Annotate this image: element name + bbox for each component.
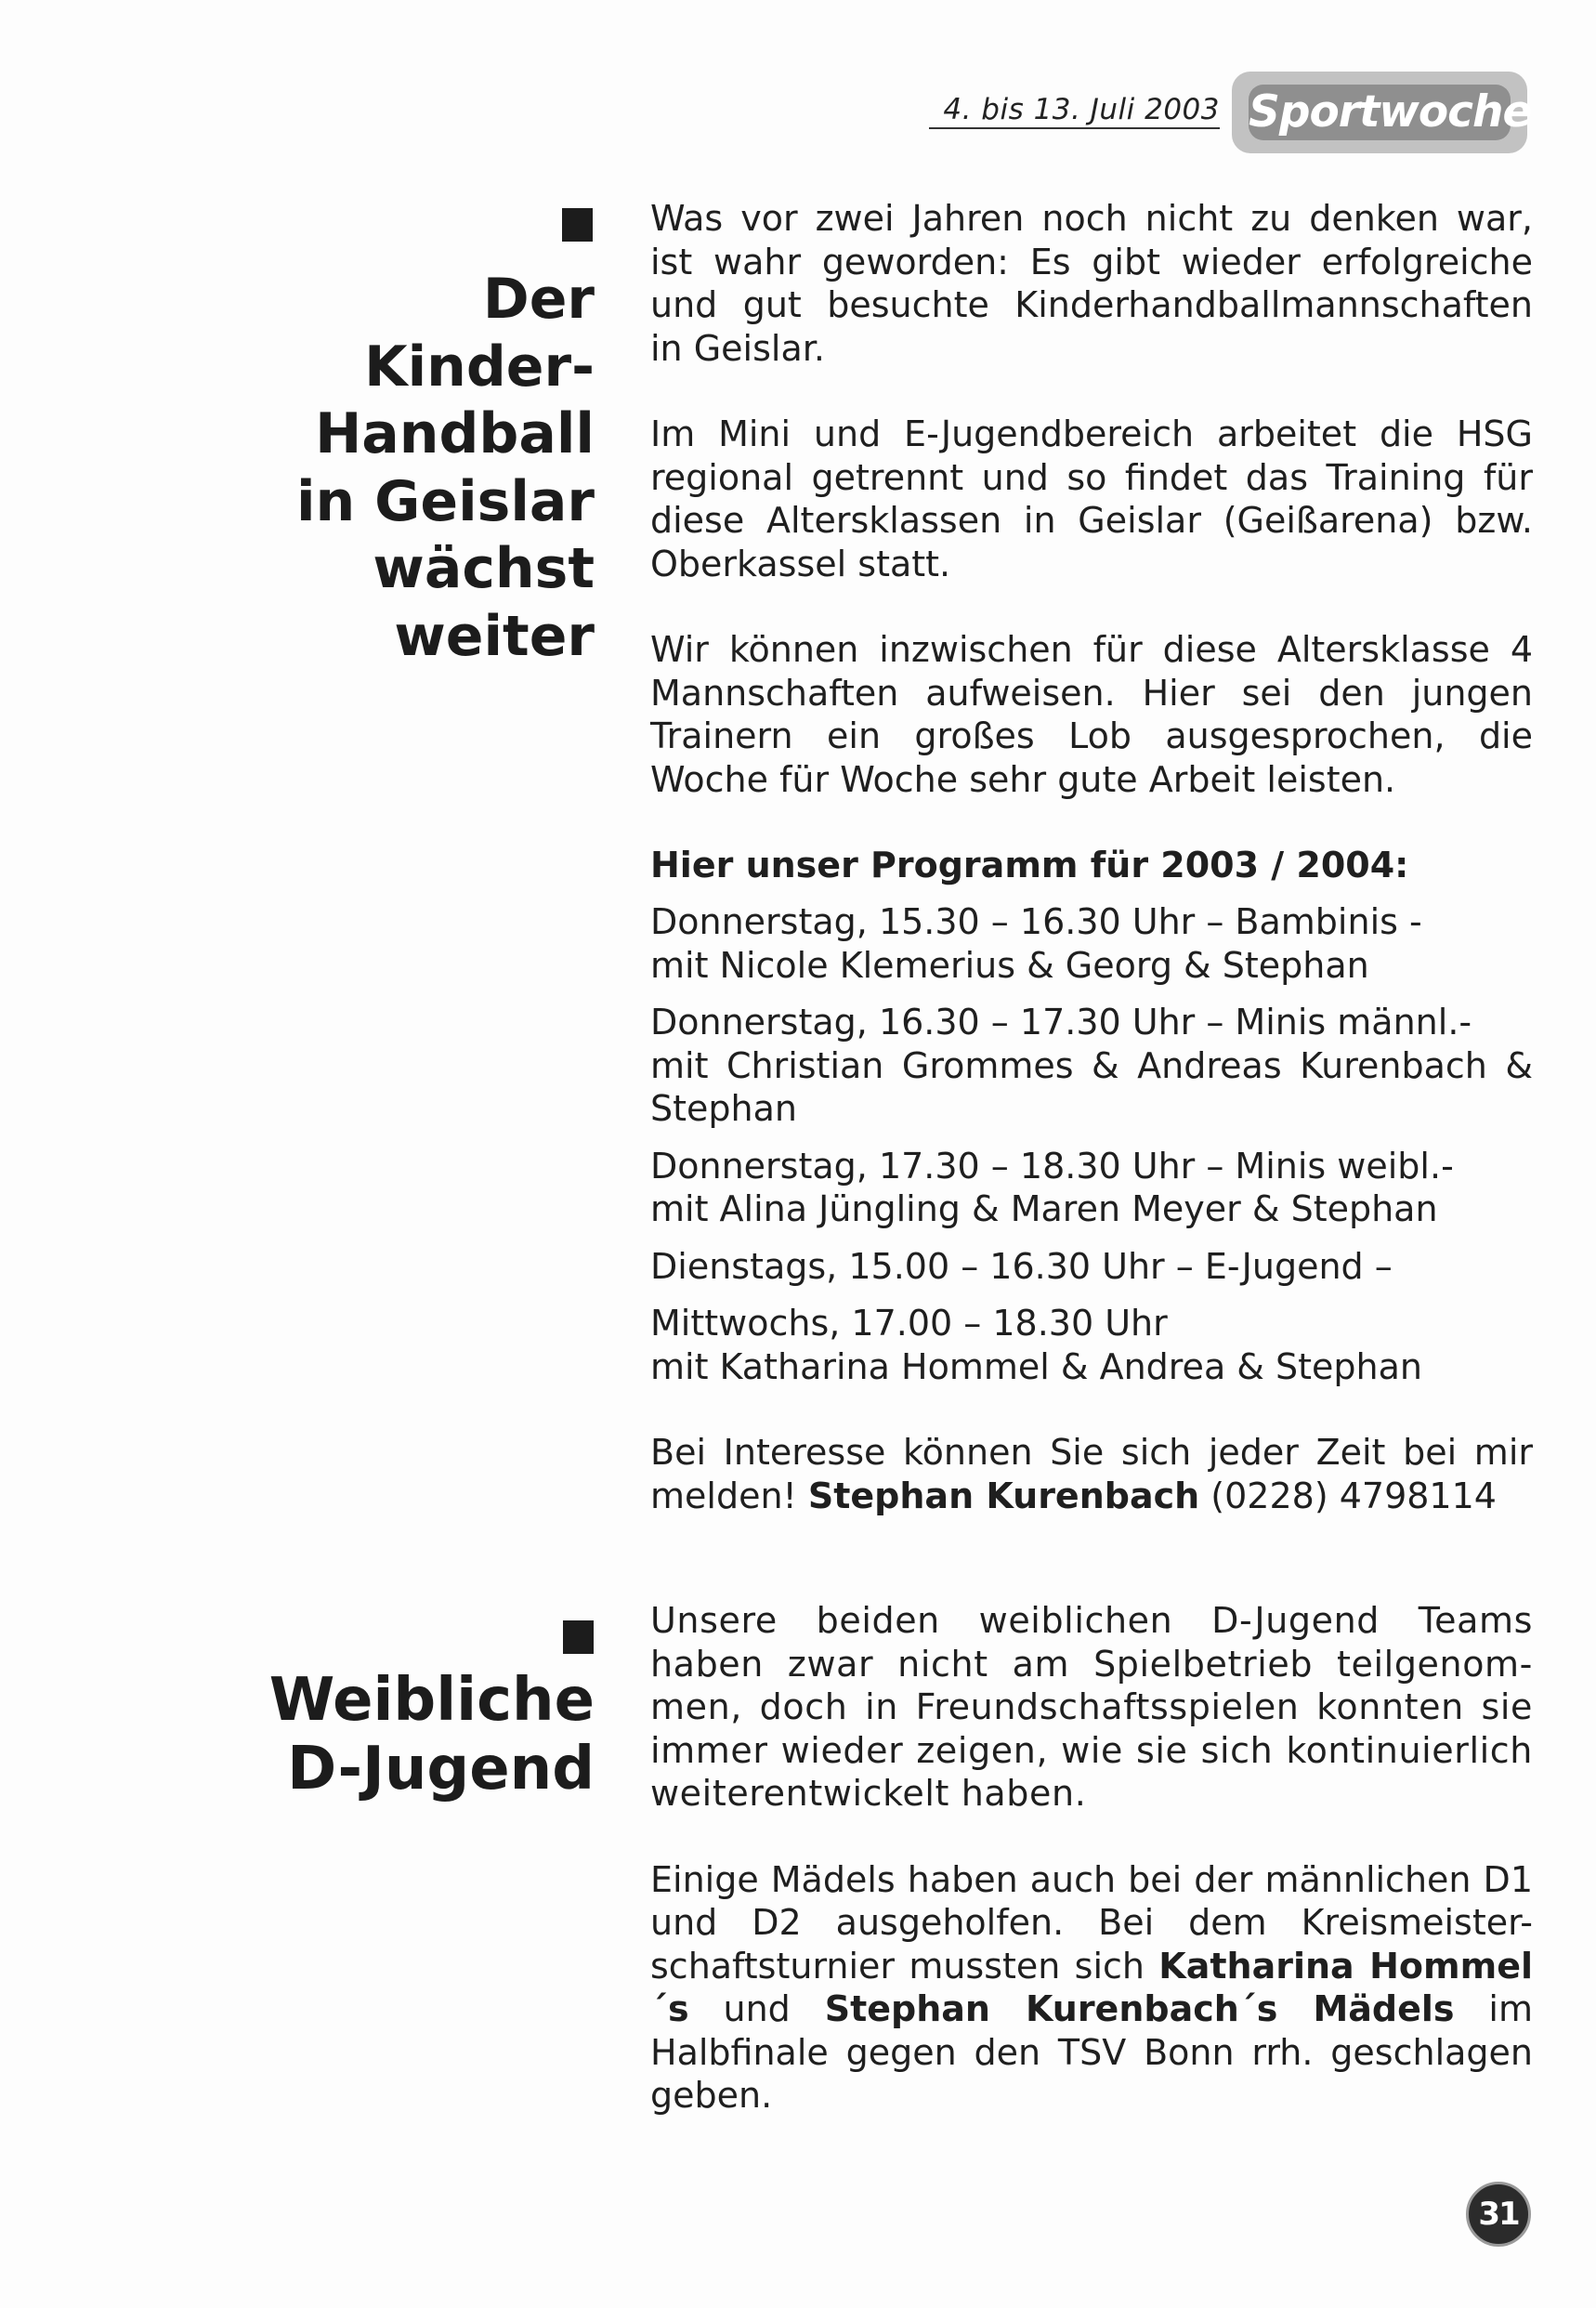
section2-title (269, 1666, 595, 1803)
section2-name-bold: Stephan Kurenbach´s Mädels (824, 1988, 1455, 2029)
section2-text: und (723, 1988, 791, 2029)
program-entry-time: Donnerstag, 15.30 – 16.30 Uhr – Bambinis - (650, 901, 1422, 942)
section1-title-line: in Geislar (295, 468, 595, 534)
contact-name: Stephan Kurenbach (807, 1475, 1200, 1516)
section2-paragraph: Unsere beiden weiblichen D-Jugend Teams haben zwar nicht am Spielbetrieb teilgenom-men, doch in Freundschaftsspielen konnten sie immer wieder zeigen, wie sie sich kontinuierlich weiterentwickelt haben. (650, 1600, 1533, 1814)
section1-paragraph: Wir können inzwischen für diese Altersklasse 4 Mannschaften aufweisen. Hier sei den jungen Trainern ein großes Lob ausgesprochen, die Woche für Woche sehr gute Arbeit leisten. (650, 629, 1533, 800)
program-entry-trainers: mit Nicole Klemerius & Georg & Stephan (650, 944, 1369, 986)
program-entry-time: Donnerstag, 16.30 – 17.30 Uhr – Minis männl.- (650, 1002, 1472, 1043)
section2-text: im Halbfinale gegen den TSV Bonn rrh. geschlagen geben. (650, 1988, 1533, 2116)
section2-body (650, 1599, 1533, 2118)
program-entry (650, 1145, 1533, 1231)
sportwoche-badge-label: Sportwoche (1249, 85, 1511, 140)
contact-text: Bei Interesse können Sie sich jeder Zeit bei mir melden! (650, 1432, 1533, 1516)
program-entry-trainers: mit Alina Jüngling & Maren Meyer & Stephan (650, 1188, 1438, 1229)
sportwoche-badge (1232, 72, 1532, 153)
program-entry (650, 900, 1533, 987)
section1-title-line: weiter (394, 603, 595, 669)
section2-paragraph (650, 1858, 1533, 2118)
section1-paragraph: Im Mini und E-Jugendbereich arbeitet die HSG regional getrennt und so findet das Training für diese Altersklassen in Geislar (Geißarena) bzw. Oberkassel statt. (650, 413, 1533, 584)
section-marker-square (563, 1620, 594, 1654)
page-number: 31 (1466, 2182, 1531, 2247)
contact-paragraph (650, 1431, 1533, 1517)
section2-text: Einige Mädels haben auch bei der männlichen D1 und D2 ausgeholfen. Bei dem Kreismeister-schaftsturnier mussten sich (650, 1858, 1533, 1987)
header-date: 4. bis 13. Juli 2003 (929, 94, 1220, 129)
section1-title-line: Der (482, 267, 595, 332)
program-entry-trainers: mit Christian Grommes & Andreas Kurenbach & Stephan (650, 1044, 1533, 1129)
program-entry-time: Dienstags, 15.00 – 16.30 Uhr – E-Jugend – (650, 1245, 1393, 1287)
program-entry-trainers: mit Katharina Hommel & Andrea & Stephan (650, 1345, 1422, 1387)
program-entry (650, 1302, 1533, 1388)
contact-phone: (0228) 4798114 (1210, 1475, 1497, 1516)
section2-name-bold: Katharina Hommel´s (650, 1945, 1533, 2029)
section2-title-line: D-Jugend (287, 1735, 595, 1803)
section1-title-line: Handball (315, 401, 595, 466)
section1-body (650, 197, 1533, 1517)
section1-title (296, 266, 595, 670)
section1-title-line: Kinder- (364, 334, 595, 400)
section2-title-line: Weibliche (268, 1666, 595, 1735)
program-entry-time: Donnerstag, 17.30 – 18.30 Uhr – Minis weibl.- (650, 1145, 1454, 1187)
section-marker-square (562, 208, 593, 242)
section1-title-line: wächst (373, 536, 595, 601)
program-entry (650, 1245, 1533, 1289)
program-entry (650, 1001, 1533, 1131)
program-entry-time: Mittwochs, 17.00 – 18.30 Uhr (650, 1303, 1168, 1344)
program-heading: Hier unser Programm für 2003 / 2004: (650, 845, 1409, 885)
section1-paragraph: Was vor zwei Jahren noch nicht zu denken war, ist wahr geworden: Es gibt wieder erfolgreiche und gut besuchte Kinderhandballmannschaften in Geislar. (650, 198, 1533, 369)
